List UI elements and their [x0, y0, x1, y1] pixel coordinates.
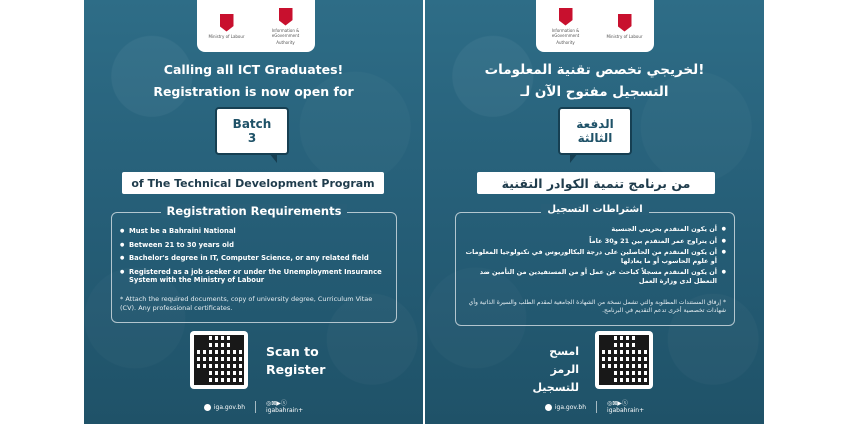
batch-number: الثالثة [577, 131, 613, 145]
bahrain-emblem-icon [559, 8, 573, 26]
requirements-box [455, 204, 735, 326]
headline: Calling all ICT Graduates! [163, 62, 344, 77]
logo-caption: Authority [556, 39, 575, 45]
iga-logo [542, 8, 590, 45]
handle-text: igabahrain+ [607, 407, 645, 414]
arabic-poster [425, 0, 764, 424]
list-item: ● Between 21 to 30 years old [120, 241, 388, 250]
logo-caption: Information & eGovernment [271, 27, 300, 38]
website-link[interactable] [545, 404, 586, 411]
english-poster [84, 0, 423, 424]
footer [84, 400, 423, 414]
scan-to-register [266, 343, 325, 379]
globe-icon [204, 404, 211, 411]
documents-note: * إرفاق المستندات المطلوبة والتي تشمل نسخة من الشهادة الجامعية لمقدم الطلب والسيرة الذاتية وأي شهادات تخصصية أخرى تدعم التقديم في البرنامج. [468, 299, 726, 314]
subheadline: التسجيل مفتوح الآن لـ [520, 84, 669, 100]
subheadline: Registration is now open for [153, 84, 354, 99]
bahrain-emblem-icon [220, 14, 234, 32]
logo-caption: Authority [276, 39, 295, 45]
requirements-title: اشتراطات التسجيل [541, 204, 648, 215]
footer [425, 400, 764, 414]
social-handle[interactable] [607, 400, 644, 414]
scan-line: Scan to [266, 344, 319, 359]
requirements-list [464, 225, 726, 288]
qr-pattern [194, 335, 244, 385]
logo-caption: Ministry of Labour [606, 33, 643, 39]
list-item: ● أن يكون المتقدم من الحاصلين على درجة البكالوريوس في تكنولوجيا المعلومات أو علوم الحاسوب أو ما يعادلها [464, 248, 726, 265]
social-icons: ◎⊠▶ⓧ [607, 400, 628, 407]
logo-caption: Ministry of Labour [208, 33, 245, 39]
website-text: iga.gov.bh [213, 403, 246, 411]
bahrain-emblem-icon [279, 8, 293, 26]
requirements-title: Registration Requirements [161, 204, 348, 218]
ministry-of-labour-logo [601, 14, 649, 39]
list-item: ● Bachelor's degree in IT, Computer Science, or any related field [120, 254, 388, 263]
requirements-list [120, 227, 388, 290]
list-item: ● Must be a Bahraini National [120, 227, 388, 236]
batch-label: Batch [232, 117, 272, 131]
bahrain-emblem-icon [618, 14, 632, 32]
batch-number: 3 [247, 131, 257, 145]
qr-pattern [599, 335, 649, 385]
website-text: iga.gov.bh [554, 403, 587, 411]
scan-line: امسح الرمز [549, 345, 579, 376]
list-item: ● أن يكون المتقدم بحريني الجنسية [464, 225, 726, 234]
list-item: ● Registered as a job seeker or under the Unemployment Insurance System with the Ministry of Labour [120, 268, 388, 285]
list-item: ● أن يكون المتقدم مسجلاً كباحث عن عمل أو من المستفيدين من التأمين ضد التعطل لدى وزارة العمل [464, 268, 726, 285]
logo-caption: Information & eGovernment [551, 27, 580, 38]
divider [255, 401, 256, 413]
batch-bubble [558, 107, 632, 155]
batch-bubble [215, 107, 289, 155]
iga-logo [262, 8, 310, 45]
social-icons: ◎⊠▶ⓧ [266, 400, 287, 407]
website-link[interactable] [204, 404, 245, 411]
globe-icon [545, 404, 552, 411]
documents-note: * Attach the required documents, copy of university degree, Curriculum Vitae (CV). Any professional certificates. [120, 295, 373, 312]
qr-code[interactable] [595, 331, 653, 389]
requirements-box [111, 204, 397, 323]
headline: لخريجي تخصص تقنية المعلومات! [484, 62, 705, 78]
logo-box [197, 0, 315, 52]
program-title: من برنامج تنمية الكوادر التقنية [477, 172, 715, 194]
handle-text: igabahrain+ [266, 407, 304, 414]
qr-code[interactable] [190, 331, 248, 389]
register-line: للتسجيل [532, 381, 579, 394]
batch-label: الدفعة [576, 117, 614, 131]
ministry-of-labour-logo [203, 14, 251, 39]
list-item: ● أن يتراوح عمر المتقدم بين 21 و30 عاماً [464, 237, 726, 246]
social-handle[interactable] [266, 400, 303, 414]
scan-to-register [523, 343, 579, 397]
register-line: Register [266, 362, 326, 377]
logo-box [536, 0, 654, 52]
divider [596, 401, 597, 413]
program-title: of The Technical Development Program [122, 172, 384, 194]
